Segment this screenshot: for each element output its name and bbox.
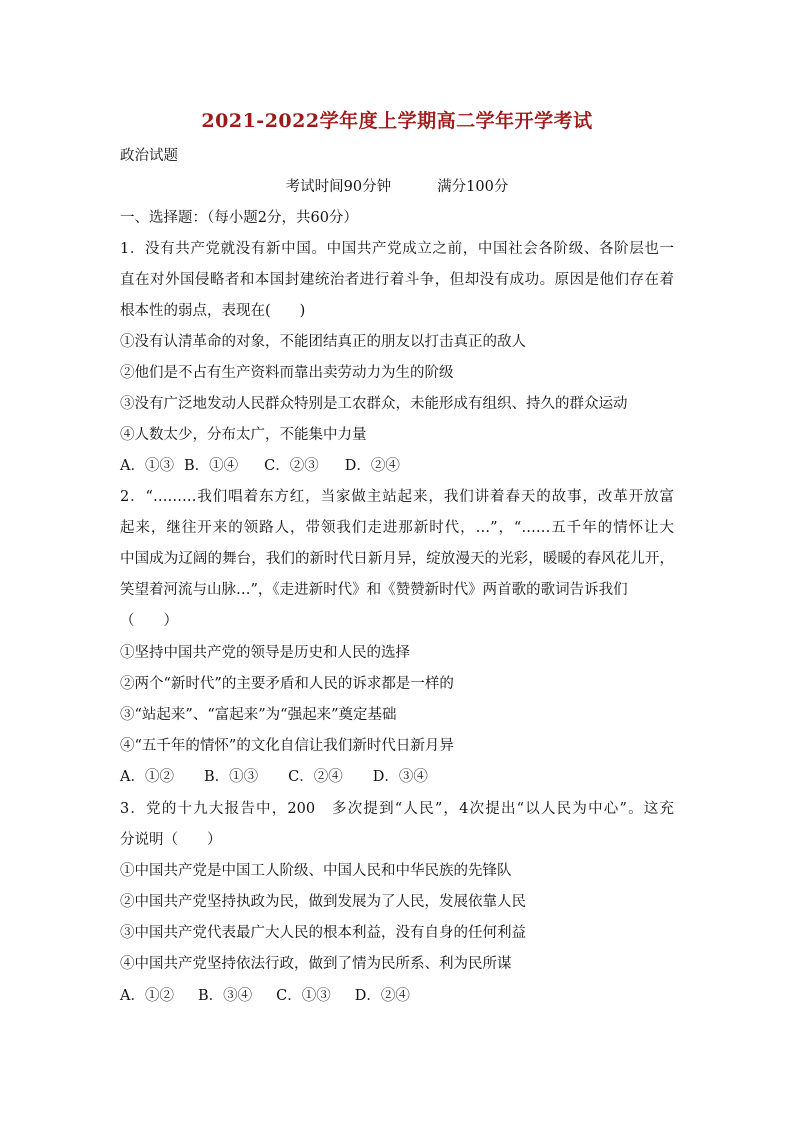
question-2-stem-line-1: 2．“………我们唱着东方红，当家做主站起来，我们讲着春天的故事，改革开放富	[120, 489, 674, 505]
full-score: 满分100分	[437, 179, 509, 195]
question-1-stem-line-1: 1．没有共产党就没有新中国。中国共产党成立之前，中国社会各阶级、各阶层也一	[120, 241, 674, 257]
question-3-stem-line-2: 分说明（ ）	[120, 832, 222, 848]
exam-info	[0, 177, 794, 197]
question-2-option-c[interactable]: C．②④	[288, 769, 343, 785]
question-3-statement-3: ③中国共产党代表最广大人民的根本利益，没有自身的任何利益	[120, 925, 526, 941]
question-1-statement-1: ①没有认清革命的对象，不能团结真正的朋友以打击真正的敌人	[120, 334, 526, 350]
question-2-option-d[interactable]: D．③④	[372, 769, 428, 785]
question-1-option-a[interactable]: A．①③	[120, 458, 174, 474]
question-3-statement-2: ②中国共产党坚持执政为民，做到发展为了人民，发展依靠人民	[120, 894, 526, 910]
question-3-statement-1: ①中国共产党是中国工人阶级、中国人民和中华民族的先锋队	[120, 863, 512, 879]
question-3-option-a[interactable]: A．①②	[120, 988, 174, 1004]
question-3-stem-line-1: 3．党的十九大报告中，200 多次提到“人民”，4次提出“以人民为中心”。这充	[120, 801, 674, 817]
exam-title: 2021-2022学年度上学期高二学年开学考试	[201, 110, 593, 132]
question-2-option-a[interactable]: A．①②	[120, 769, 174, 785]
question-2-statement-4: ④“五千年的情怀”的文化自信让我们新时代日新月异	[120, 738, 454, 754]
question-2-stem-line-2: 起来，继往开来的领路人，带领我们走进那新时代，…”，“……五千年的情怀让大	[120, 520, 674, 536]
question-2-stem-line-3: 中国成为辽阔的舞台，我们的新时代日新月异，绽放漫天的光彩，暖暖的春风花儿开，	[120, 551, 674, 567]
question-2-options	[120, 767, 428, 787]
question-2-stem-line-5: （ ）	[120, 613, 178, 629]
question-2-statement-3: ③“站起来”、“富起来”为“强起来”奠定基础	[120, 707, 397, 723]
question-3-option-c[interactable]: C．①③	[276, 988, 331, 1004]
question-2-option-b[interactable]: B．①③	[203, 769, 259, 785]
question-1-option-d[interactable]: D．②④	[344, 458, 400, 474]
exam-subject: 政治试题	[120, 148, 178, 164]
exam-time: 考试时间90分钟	[285, 179, 392, 195]
question-3-statement-4: ④中国共产党坚持依法行政，做到了情为民所系、利为民所谋	[120, 956, 512, 972]
question-1-statement-2: ②他们是不占有生产资料而靠出卖劳动力为生的阶级	[120, 365, 454, 381]
question-1-stem-line-3: 根本性的弱点，表现在( )	[120, 303, 306, 319]
question-1-option-c[interactable]: C．②③	[264, 458, 319, 474]
question-1-statement-3: ③没有广泛地发动人民群众特别是工农群众，未能形成有组织、持久的群众运动	[120, 396, 628, 412]
question-1-options	[120, 456, 400, 476]
question-2-statement-2: ②两个“新时代”的主要矛盾和人民的诉求都是一样的	[120, 676, 454, 692]
question-1-option-b[interactable]: B．①④	[183, 458, 239, 474]
question-3-option-b[interactable]: B．③④	[197, 988, 253, 1004]
section-heading: 一、选择题：（每小题2分，共60分）	[120, 210, 358, 226]
question-2-stem-line-4: 笑望着河流与山脉…”，《走进新时代》和《赞赞新时代》两首歌的歌词告诉我们	[120, 582, 628, 598]
question-3-option-d[interactable]: D．②④	[354, 988, 410, 1004]
question-1-stem-line-2: 直在对外国侵略者和本国封建统治者进行着斗争，但却没有成功。原因是他们存在着	[120, 272, 674, 288]
question-3-options	[120, 986, 410, 1006]
question-2-statement-1: ①坚持中国共产党的领导是历史和人民的选择	[120, 645, 410, 661]
question-1-statement-4: ④人数太少，分布太广，不能集中力量	[120, 427, 367, 443]
